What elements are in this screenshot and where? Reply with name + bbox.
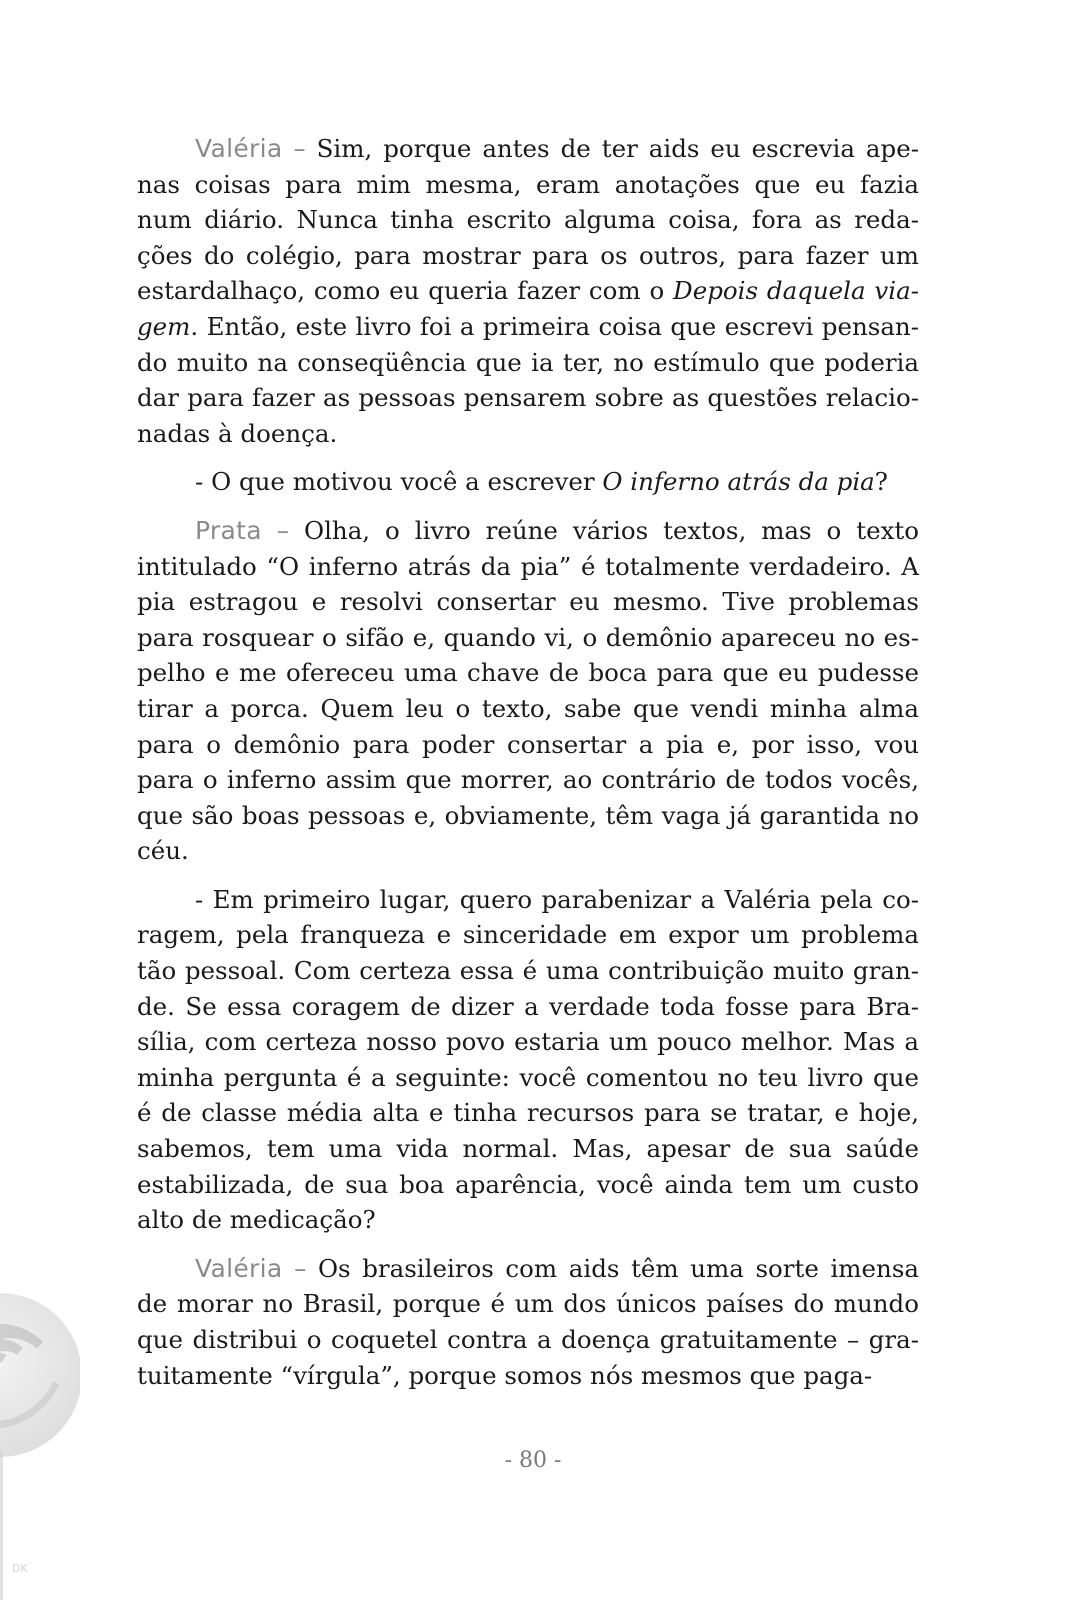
book-title: O inferno atrás da pia [602,467,875,497]
question-paragraph [137,882,919,1238]
question-paragraph [137,464,919,500]
question-text: - O que motivou você a escrever [195,467,603,497]
answer-paragraph [137,1251,919,1393]
corner-mark: DK [12,1562,28,1575]
lollipop-illustration [0,1265,80,1600]
speaker-name: Valéria [195,134,283,163]
speaker-dash: – [282,134,317,163]
question-mark: ? [874,467,888,497]
answer-paragraph [137,131,919,451]
speaker-dash: – [261,515,304,545]
paragraph-text: Os brasileiros com aids têm uma sorte imensa de morar no Brasil, porque é um dos únicos países do mundo que distribui o coquetel contra a doença gratuitamente – gratuitamente “vírgula”, porque somos nós mesmos que paga- [137,1253,920,1390]
book-title: Depois daquela viagem [137,276,919,341]
paragraph-text: Olha, o livro reúne vários textos, mas o texto intitulado “O inferno atrás da pia” é totalmente verdadeiro. A pia estragou e resolvi consertar eu mesmo. Tive problemas para rosquear o sifão e, quando vi, o demônio apareceu no espelho e me ofereceu uma chave de boca para que eu pudesse tirar a porca. Quem leu o texto, sabe que vendi minha alma para o demônio para poder consertar a pia e, por isso, vou para o inferno assim que morrer, ao contrário de todos vocês, que são boas pessoas e, obviamente, têm vaga já garantida no céu. [137,515,919,866]
paragraph-text: Sim, porque antes de ter aids eu escrevia apenas coisas para mim mesma, eram anotações que eu fazia num diário. Nunca tinha escrito alguma coisa, fora as redações do colégio, para mostrar para os outros, para fazer um estardalhaço, como eu queria fazer com o [137,134,919,306]
body-text [137,131,919,1406]
page-number: - 80 - [504,1448,562,1473]
speaker-dash: – [282,1253,318,1283]
question-text: - Em primeiro lugar, quero parabenizar a Valéria pela coragem, pela franqueza e sinceridade em expor um problema tão pessoal. Com certeza essa é uma contribuição muito grande. Se essa coragem de dizer a verdade toda fosse para Brasília, com certeza nosso povo estaria um pouco melhor. Mas a minha pergunta é a seguinte: você comentou no teu livro que é de classe média alta e tinha recursos para se tratar, e hoje, sabemos, tem uma vida normal. Mas, apesar de sua saúde estabilizada, de sua boa aparência, você ainda tem um custo alto de medicação? [137,884,919,1235]
speaker-name: Prata [195,515,262,545]
paragraph-text-cont: . Então, este livro foi a primeira coisa que escrevi pensando muito na conseqüência que ia ter, no estímulo que poderia dar para fazer as pessoas pensarem sobre as questões relacionadas à doença. [137,311,919,448]
answer-paragraph [137,513,919,869]
speaker-name: Valéria [195,1253,283,1283]
